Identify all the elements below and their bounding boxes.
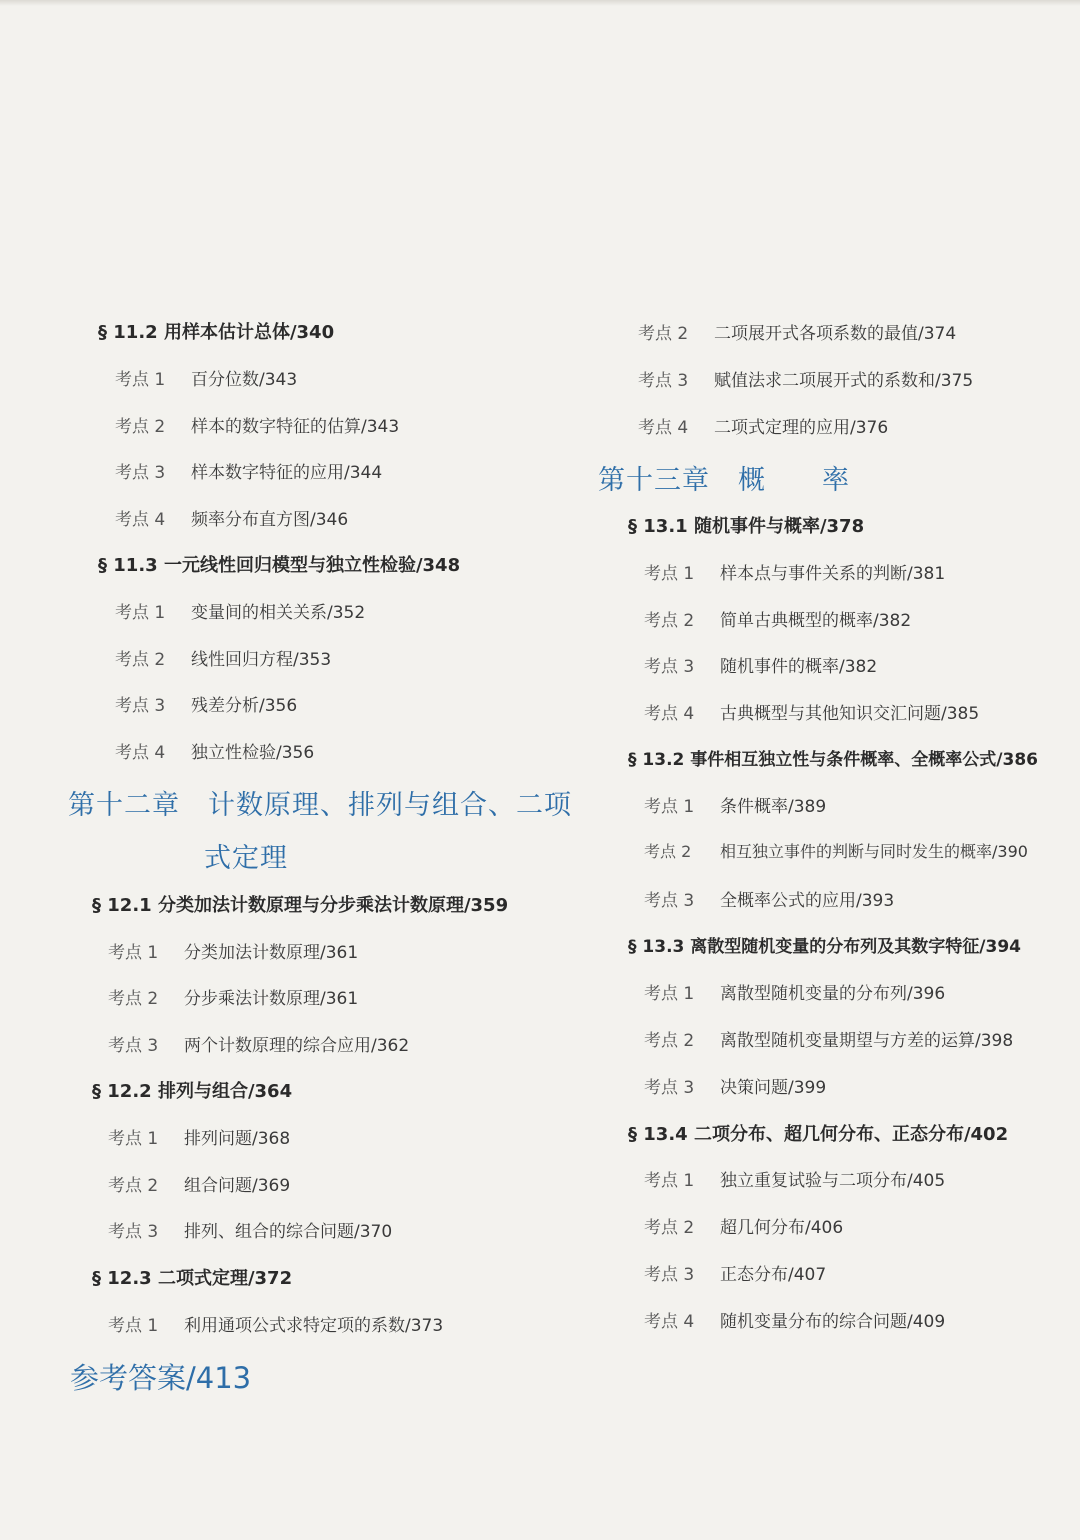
- point-12-3-4: [638, 413, 888, 438]
- point-text: 二项展开式各项系数的最值/374: [714, 324, 957, 344]
- point-13-1-1: [644, 559, 945, 584]
- point-text: 样本点与事件关系的判断/381: [720, 564, 946, 584]
- point-text: 变量间的相关关系/352: [191, 603, 366, 623]
- point-text: 分步乘法计数原理/361: [184, 989, 359, 1009]
- point-tag: 考点 3: [644, 1265, 695, 1285]
- point-tag: 考点 1: [108, 943, 159, 963]
- point-text: 百分位数/343: [191, 370, 298, 390]
- point-tag: 考点 1: [644, 984, 695, 1004]
- point-tag: 考点 4: [644, 704, 695, 724]
- point-tag: 考点 2: [644, 1218, 695, 1238]
- point-13-3-2: [644, 1026, 1013, 1051]
- point-13-4-3: [644, 1260, 826, 1285]
- point-text: 随机事件的概率/382: [720, 657, 878, 677]
- point-12-3-1: [108, 1311, 443, 1336]
- point-13-4-1: [644, 1166, 945, 1191]
- point-text: 样本数字特征的应用/344: [191, 463, 383, 483]
- point-13-1-4: [644, 699, 979, 724]
- point-text: 独立性检验/356: [191, 743, 315, 763]
- point-tag: 考点 4: [644, 1312, 695, 1332]
- point-tag: 考点 1: [108, 1129, 159, 1149]
- point-11-3-3: [115, 691, 297, 716]
- point-12-3-2: [638, 319, 956, 344]
- point-text: 二项式定理的应用/376: [714, 418, 889, 438]
- point-11-3-2: [115, 645, 331, 670]
- point-11-3-4: [115, 738, 314, 763]
- point-text: 离散型随机变量期望与方差的运算/398: [720, 1031, 1014, 1051]
- point-text: 两个计数原理的综合应用/362: [184, 1036, 410, 1056]
- point-11-2-1: [115, 365, 297, 390]
- section-13-3: § 13.3 离散型随机变量的分布列及其数字特征/394: [628, 937, 1021, 957]
- point-text: 残差分析/356: [191, 696, 298, 716]
- section-13-1: § 13.1 随机事件与概率/378: [628, 516, 865, 537]
- point-tag: 考点 3: [644, 891, 695, 911]
- chapter-number: 第十二章: [68, 790, 180, 821]
- chapter-13-heading: [598, 458, 850, 497]
- point-text: 排列问题/368: [184, 1129, 291, 1149]
- point-text: 频率分布直方图/346: [191, 510, 349, 530]
- point-11-3-1: [115, 598, 365, 623]
- point-tag: 考点 2: [644, 1031, 695, 1051]
- point-text: 独立重复试验与二项分布/405: [720, 1171, 946, 1191]
- point-12-2-3: [108, 1217, 392, 1242]
- reference-answers: 参考答案/413: [70, 1361, 252, 1395]
- point-text: 离散型随机变量的分布列/396: [720, 984, 946, 1004]
- point-text: 随机变量分布的综合问题/409: [720, 1312, 946, 1332]
- point-tag: 考点 4: [115, 743, 166, 763]
- point-tag: 考点 2: [108, 1176, 159, 1196]
- point-12-3-3: [638, 366, 973, 391]
- point-tag: 考点 2: [115, 417, 166, 437]
- point-13-1-3: [644, 652, 877, 677]
- chapter-number: 第十三章: [598, 465, 710, 496]
- section-11-2: § 11.2 用样本估计总体/340: [98, 322, 335, 343]
- point-13-4-4: [644, 1307, 945, 1332]
- point-tag: 考点 3: [638, 371, 689, 391]
- point-tag: 考点 2: [644, 842, 692, 861]
- point-13-4-2: [644, 1213, 843, 1238]
- point-text: 相互独立事件的判断与同时发生的概率/390: [720, 842, 1028, 861]
- point-tag: 考点 1: [644, 797, 695, 817]
- point-tag: 考点 1: [644, 564, 695, 584]
- point-11-2-4: [115, 505, 348, 530]
- point-tag: 考点 3: [644, 657, 695, 677]
- section-12-2: § 12.2 排列与组合/364: [92, 1081, 293, 1102]
- chapter-title: 概 率: [738, 465, 850, 496]
- point-text: 简单古典概型的概率/382: [720, 611, 912, 631]
- point-tag: 考点 3: [115, 696, 166, 716]
- point-text: 全概率公式的应用/393: [720, 891, 895, 911]
- point-text: 排列、组合的综合问题/370: [184, 1222, 393, 1242]
- point-tag: 考点 4: [638, 418, 689, 438]
- point-text: 决策问题/399: [720, 1078, 827, 1098]
- point-tag: 考点 3: [115, 463, 166, 483]
- point-tag: 考点 4: [115, 510, 166, 530]
- section-13-2: § 13.2 事件相互独立性与条件概率、全概率公式/386: [628, 750, 1038, 770]
- point-12-1-2: [108, 984, 358, 1009]
- point-12-2-2: [108, 1171, 290, 1196]
- section-12-3: § 12.3 二项式定理/372: [92, 1268, 293, 1289]
- point-13-2-1: [644, 792, 826, 817]
- point-text: 利用通项公式求特定项的系数/373: [184, 1316, 444, 1336]
- point-tag: 考点 1: [115, 603, 166, 623]
- section-11-3: § 11.3 一元线性回归模型与独立性检验/348: [98, 555, 461, 576]
- point-13-2-2: [644, 839, 1028, 862]
- point-tag: 考点 3: [644, 1078, 695, 1098]
- point-tag: 考点 2: [644, 611, 695, 631]
- point-tag: 考点 1: [644, 1171, 695, 1191]
- point-text: 古典概型与其他知识交汇问题/385: [720, 704, 980, 724]
- point-13-2-3: [644, 886, 894, 911]
- point-tag: 考点 3: [108, 1036, 159, 1056]
- point-text: 组合问题/369: [184, 1176, 291, 1196]
- point-11-2-2: [115, 412, 399, 437]
- point-12-1-3: [108, 1031, 409, 1056]
- point-text: 条件概率/389: [720, 797, 827, 817]
- point-text: 赋值法求二项展开式的系数和/375: [714, 371, 974, 391]
- chapter-title: 计数原理、排列与组合、二项: [208, 790, 572, 821]
- point-11-2-3: [115, 458, 382, 483]
- point-tag: 考点 1: [115, 370, 166, 390]
- point-12-2-1: [108, 1124, 290, 1149]
- point-text: 超几何分布/406: [720, 1218, 844, 1238]
- point-tag: 考点 3: [108, 1222, 159, 1242]
- chapter-12-heading: [68, 783, 572, 822]
- scan-edge: [0, 0, 1080, 6]
- point-text: 样本的数字特征的估算/343: [191, 417, 400, 437]
- point-text: 线性回归方程/353: [191, 650, 332, 670]
- point-12-1-1: [108, 938, 358, 963]
- point-13-3-1: [644, 979, 945, 1004]
- point-text: 正态分布/407: [720, 1265, 827, 1285]
- point-tag: 考点 2: [115, 650, 166, 670]
- point-text: 分类加法计数原理/361: [184, 943, 359, 963]
- point-tag: 考点 2: [108, 989, 159, 1009]
- point-tag: 考点 2: [638, 324, 689, 344]
- point-13-3-3: [644, 1073, 826, 1098]
- section-13-4: § 13.4 二项分布、超几何分布、正态分布/402: [628, 1124, 1009, 1145]
- point-tag: 考点 1: [108, 1316, 159, 1336]
- point-13-1-2: [644, 606, 911, 631]
- section-12-1: § 12.1 分类加法计数原理与分步乘法计数原理/359: [92, 895, 509, 916]
- chapter-12-title-cont: 式定理: [204, 843, 288, 874]
